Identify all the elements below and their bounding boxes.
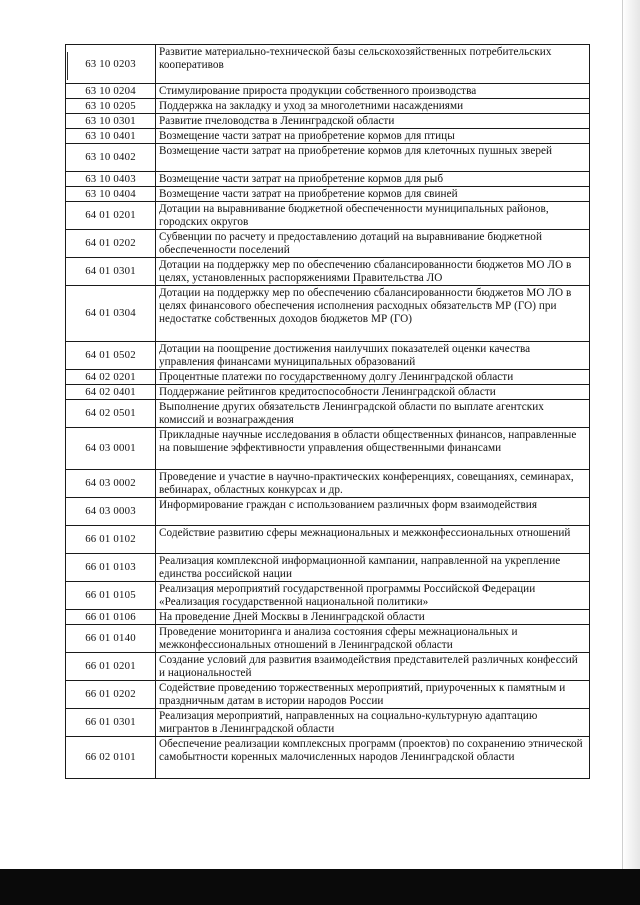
table-row	[66, 230, 590, 258]
description-cell: Реализация мероприятий государственной программы Российской Федерации «Реализация государственной национальной политики»	[156, 582, 590, 610]
code-cell: 63 10 0203	[66, 45, 156, 84]
table-row	[66, 342, 590, 370]
scan-bottom-bar	[0, 869, 640, 905]
description-cell: Развитие пчеловодства в Ленинградской области	[156, 114, 590, 129]
code-cell: 64 01 0202	[66, 230, 156, 258]
code-cell: 63 10 0205	[66, 99, 156, 114]
description-cell: Дотации на поддержку мер по обеспечению сбалансированности бюджетов МО ЛО в целях финансового обеспечения исполнения расходных обязательств МР (ГО) при недостатке собственных доходов бюджетов МР (ГО)	[156, 286, 590, 342]
description-cell: Содействие развитию сферы межнациональных и межконфессиональных отношений	[156, 526, 590, 554]
description-cell: Стимулирование прироста продукции собственного производства	[156, 84, 590, 99]
description-cell: Поддержка на закладку и уход за многолетними насаждениями	[156, 99, 590, 114]
code-cell: 66 01 0301	[66, 709, 156, 737]
table-row	[66, 653, 590, 681]
description-cell: Развитие материально-технической базы сельскохозяйственных потребительских кооперативов	[156, 45, 590, 84]
code-cell: 64 01 0502	[66, 342, 156, 370]
table-row	[66, 681, 590, 709]
description-cell: Возмещение части затрат на приобретение кормов для свиней	[156, 187, 590, 202]
table-row	[66, 385, 590, 400]
description-cell: Прикладные научные исследования в области общественных финансов, направленные на повышение эффективности управления общественными финансами	[156, 428, 590, 470]
table-row	[66, 582, 590, 610]
code-cell: 64 01 0301	[66, 258, 156, 286]
table-row	[66, 625, 590, 653]
description-cell: Создание условий для развития взаимодействия представителей различных конфессий и национальностей	[156, 653, 590, 681]
table-row	[66, 129, 590, 144]
code-cell: 66 01 0140	[66, 625, 156, 653]
description-cell: Дотации на поощрение достижения наилучших показателей оценки качества управления финансами муниципальных образований	[156, 342, 590, 370]
budget-codes-table	[65, 44, 590, 779]
description-cell: Реализация комплексной информационной кампании, направленной на укрепление единства российской нации	[156, 554, 590, 582]
code-cell: 64 01 0201	[66, 202, 156, 230]
description-cell: Возмещение части затрат на приобретение кормов для рыб	[156, 172, 590, 187]
description-cell: Дотации на поддержку мер по обеспечению сбалансированности бюджетов МО ЛО в целях, установленных распоряжениями Правительства ЛО	[156, 258, 590, 286]
table-row	[66, 202, 590, 230]
description-cell: Проведение мониторинга и анализа состояния сферы межнациональных и межконфессиональных отношений в Ленинградской области	[156, 625, 590, 653]
table-row	[66, 45, 590, 84]
table-row	[66, 258, 590, 286]
table-row	[66, 610, 590, 625]
description-cell: Обеспечение реализации комплексных программ (проектов) по сохранению этнической самобытности коренных малочисленных народов Ленинградской области	[156, 737, 590, 779]
code-cell: 63 10 0401	[66, 129, 156, 144]
table-row	[66, 554, 590, 582]
table-row	[66, 144, 590, 172]
code-cell: 64 02 0401	[66, 385, 156, 400]
code-cell: 64 01 0304	[66, 286, 156, 342]
code-cell: 63 10 0404	[66, 187, 156, 202]
table-row	[66, 470, 590, 498]
code-cell: 63 10 0204	[66, 84, 156, 99]
description-cell: Процентные платежи по государственному долгу Ленинградской области	[156, 370, 590, 385]
code-cell: 66 01 0202	[66, 681, 156, 709]
description-cell: Реализация мероприятий, направленных на социально-культурную адаптацию мигрантов в Ленинградской области	[156, 709, 590, 737]
table-row	[66, 84, 590, 99]
code-cell: 64 03 0003	[66, 498, 156, 526]
description-cell: Возмещение части затрат на приобретение кормов для клеточных пушных зверей	[156, 144, 590, 172]
description-cell: Поддержание рейтингов кредитоспособности Ленинградской области	[156, 385, 590, 400]
code-cell: 64 03 0002	[66, 470, 156, 498]
code-cell: 66 01 0201	[66, 653, 156, 681]
description-cell: Информирование граждан с использованием различных форм взаимодействия	[156, 498, 590, 526]
table-row	[66, 709, 590, 737]
code-cell: 63 10 0403	[66, 172, 156, 187]
description-cell: Выполнение других обязательств Ленинградской области по выплате агентских комиссий и вознаграждения	[156, 400, 590, 428]
table-row	[66, 498, 590, 526]
code-cell: 63 10 0301	[66, 114, 156, 129]
code-cell: 64 03 0001	[66, 428, 156, 470]
description-cell: Проведение и участие в научно-практических конференциях, совещаниях, семинарах, вебинарах, областных конкурсах и др.	[156, 470, 590, 498]
table-row	[66, 114, 590, 129]
table-row	[66, 737, 590, 779]
table-row	[66, 526, 590, 554]
description-cell: Субвенции по расчету и предоставлению дотаций на выравнивание бюджетной обеспеченности поселений	[156, 230, 590, 258]
scan-edge-shadow	[623, 0, 640, 869]
table-row	[66, 172, 590, 187]
code-cell: 64 02 0201	[66, 370, 156, 385]
table-row	[66, 428, 590, 470]
table-row	[66, 99, 590, 114]
table-row	[66, 286, 590, 342]
description-cell: На проведение Дней Москвы в Ленинградской области	[156, 610, 590, 625]
table-row	[66, 187, 590, 202]
description-cell: Дотации на выравнивание бюджетной обеспеченности муниципальных районов, городских округов	[156, 202, 590, 230]
code-cell: 63 10 0402	[66, 144, 156, 172]
code-cell: 66 01 0105	[66, 582, 156, 610]
table-row	[66, 370, 590, 385]
code-cell: 66 01 0103	[66, 554, 156, 582]
table-row	[66, 400, 590, 428]
code-cell: 66 01 0102	[66, 526, 156, 554]
description-cell: Возмещение части затрат на приобретение кормов для птицы	[156, 129, 590, 144]
code-cell: 66 02 0101	[66, 737, 156, 779]
code-cell: 64 02 0501	[66, 400, 156, 428]
code-cell: 66 01 0106	[66, 610, 156, 625]
description-cell: Содействие проведению торжественных мероприятий, приуроченных к памятным и праздничным датам в истории народов России	[156, 681, 590, 709]
